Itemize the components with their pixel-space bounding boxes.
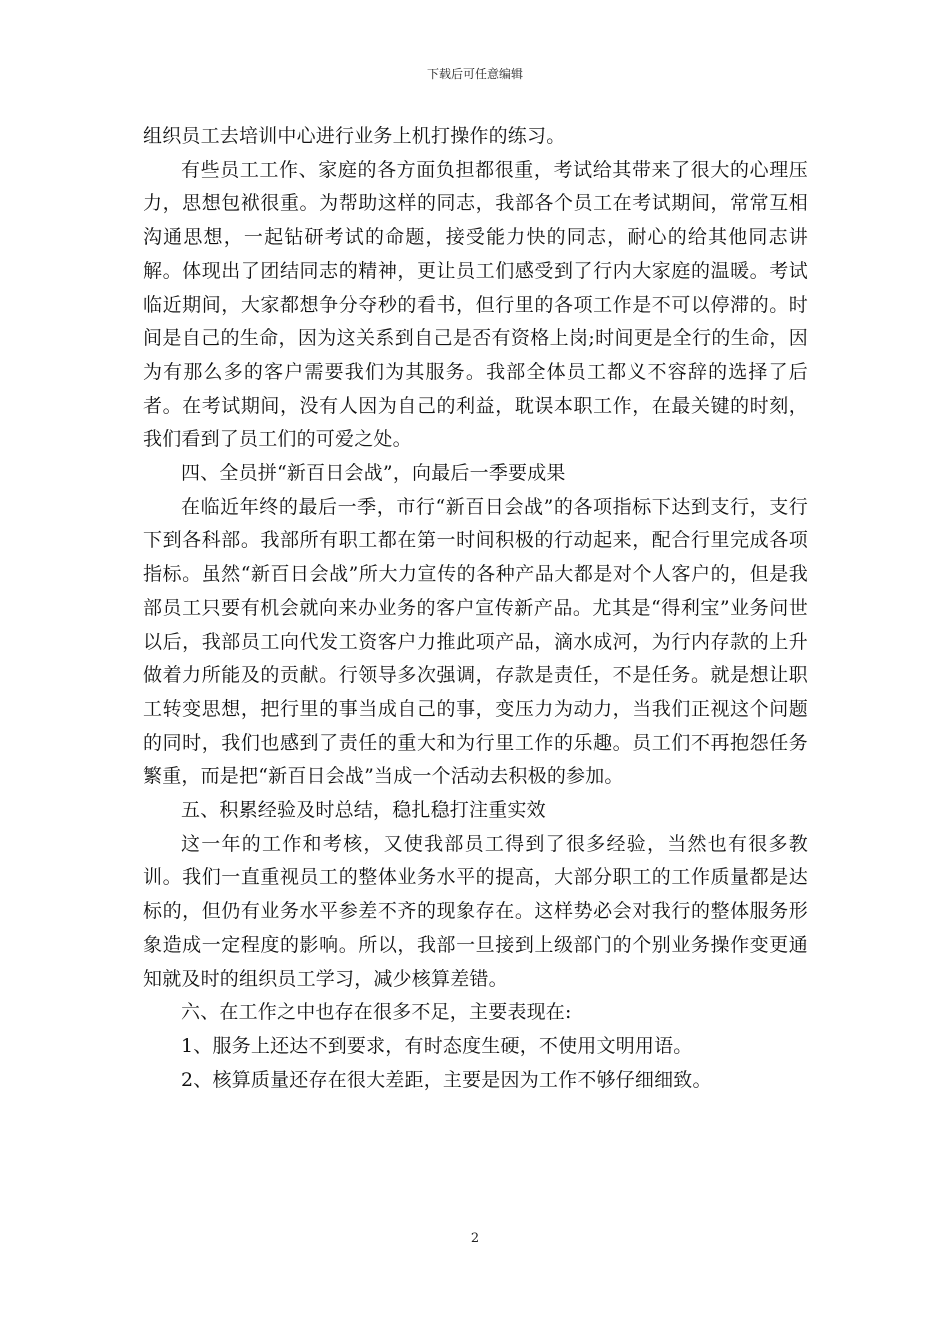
paragraph-experience-summary: 这一年的工作和考核，又使我部员工得到了很多经验，当然也有很多教训。我们一直重视员工的整体业务水平的提高，大部分职工的工作质量都是达标的，但仍有业务水平参差不齐的现象存在。这样势必会对我行的整体服务形象造成一定程度的影响。所以，我部一旦接到上级部门的个别业务操作变更通知就及时的组织员工学习，减少核算差错。 [143,832,808,990]
paragraph-exam-pressure: 有些员工工作、家庭的各方面负担都很重，考试给其带来了很大的心理压力，思想包袱很重。为帮助这样的同志，我部各个员工在考试期间，常常互相沟通思想，一起钻研考试的命题，接受能力快的同志，耐心的给其他同志讲解。体现出了团结同志的精神，更让员工们感受到了行内大家庭的温暖。考试临近期间，大家都想争分夺秒的看书，但行里的各项工作是不可以停滞的。时间是自己的生命，因为这关系到自己是否有资格上岗;时间更是全行的生命，因为有那么多的客户需要我们为其服务。我部全体员工都义不容辞的选择了后者。在考试期间，没有人因为自己的利益，耽误本职工作，在最关键的时刻，我们看到了员工们的可爱之处。 [143,158,808,451]
section-heading-six: 六、在工作之中也存在很多不足，主要表现在: [181,1001,572,1024]
paragraph-continuation: 组织员工去培训中心进行业务上机打操作的练习。 [143,125,566,147]
list-item-service: 1、服务上还达不到要求，有时态度生硬，不使用文明用语。 [181,1034,693,1057]
paragraph-hundred-day-campaign: 在临近年终的最后一季，市行“新百日会战”的各项指标下达到支行，支行下到各科部。我部所有职工都在第一时间积极的行动起来，配合行里完成各项指标。虽然“新百日会战”所大力宣传的各种产品大都是对个人客户的，但是我部员工只要有机会就向来办业务的客户宣传新产品。尤其是“得利宝”业务问世以后，我部员工向代发工资客户力推此项产品，滴水成河，为行内存款的上升做着力所能及的贡献。行领导多次强调，存款是责任，不是任务。就是想让职工转变思想，把行里的事当成自己的事，变压力为动力，当我们正视这个问题的同时，我们也感到了责任的重大和为行里工作的乐趣。员工们不再抱怨任务繁重，而是把“新百日会战”当成一个活动去积极的参加。 [143,495,808,788]
section-heading-four: 四、全员拼“新百日会战”，向最后一季要成果 [181,462,566,485]
page-number: 2 [470,1231,480,1246]
list-item-accounting-quality: 2、核算质量还存在很大差距，主要是因为工作不够仔细细致。 [181,1068,712,1091]
page-header: 下载后可任意编辑 [426,67,523,81]
section-heading-five: 五、积累经验及时总结，稳扎稳打注重实效 [181,799,546,822]
document-body [143,120,808,1097]
